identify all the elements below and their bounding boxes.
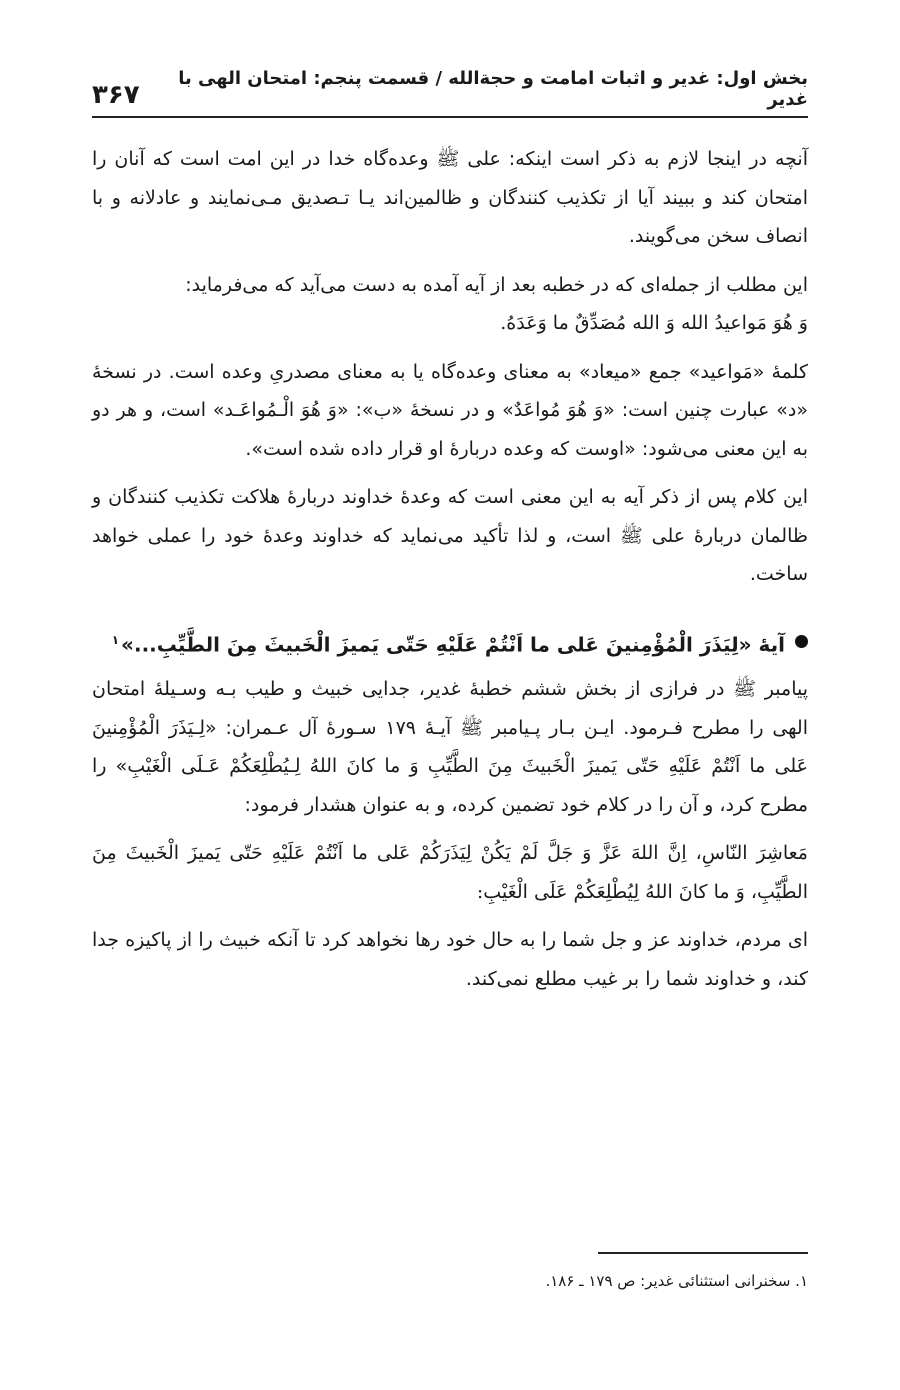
section-heading xyxy=(92,620,808,665)
running-title: بخش اول: غدیر و اثبات امامت و حجةالله / قسمت پنجم: امتحان الهی با غدیر xyxy=(178,68,808,110)
running-header xyxy=(92,70,808,118)
paragraph-conclusion: این کلام پس از ذکر آیه به این معنی است که وعدهٔ خداوند دربارهٔ هلاکت تکذیب کنندگان و ظالمان دربارهٔ علی ﷺ است، و لذا تأکید می‌نماید که خداوند وعدهٔ خود را عملی خواهد ساخت. xyxy=(92,486,808,585)
footnote-ref[interactable]: ۱ xyxy=(111,632,120,647)
footnote: ۱. سخنرانی استثنائی غدیر: ص ۱۷۹ ـ ۱۸۶. xyxy=(545,1272,808,1290)
paragraph-intro: آنچه در اینجا لازم به ذکر است اینکه: علی ﷺ وعده‌گاه خدا در این امت است که آنان را امتحان کند و ببیند آیا از تکذیب کنندگان و ظالمین‌اند یـا تـصدیق مـی‌نمایند و عادلانه و با انصاف سخن می‌گویند. xyxy=(92,148,808,247)
page-number: ۳۶۷ xyxy=(92,80,140,110)
page-body xyxy=(92,140,808,1008)
section-paragraph: پیامبر ﷺ در فرازی از بخش ششم خطبهٔ غدیر، جدایی خبیث و طیب بـه وسـیلهٔ امتحان الهی را مطرح فـرمود. ایـن بـار پـیامبر ﷺ آیـهٔ ۱۷۹ سـورهٔ آل عـمران: «لِـیَذَرَ الْمُؤْمِنینَ عَلی ما اَنْتُمْ عَلَیْهِ حَتّی یَمیزَ الْخَبیثَ مِنَ الطَّیِّبِ وَ ما کانَ اللهُ لِـیُطْلِعَکُمْ عَـلَی الْغَیْبِ» را مطرح کرد، و آن را در کلام خود تضمین کرده، و به عنوان هشدار فرمود: xyxy=(92,678,808,816)
section-quote: مَعاشِرَ النّاسِ، اِنَّ اللهَ عَزَّ وَ جَلَّ لَمْ یَکُنْ لِیَذَرَکُمْ عَلی ما اَنْتُمْ عَلَیْهِ حَتّی یَمیزَ الْخَبیثَ مِنَ الطَّیِّبِ، وَ ما کانَ اللهُ لِیُطْلِعَکُمْ عَلَی الْغَیْبِ: xyxy=(92,842,808,903)
bullet-icon xyxy=(795,635,808,648)
paragraph-sermon-context: این مطلب از جمله‌ای که در خطبه بعد از آیه آمده به دست می‌آید که می‌فرماید: xyxy=(185,273,808,296)
book-page xyxy=(92,0,808,1390)
paragraph-mawaeed: کلمهٔ «مَواعید» جمع «میعاد» به معنای وعده‌گاه یا به معنای مصدریِ وعده است. در نسخهٔ «د» عبارت چنین است: «وَ هُوَ مُواعَدٌ» و در نسخهٔ «ب»: «وَ هُوَ الْـمُواعَـد» است، و هر دو به این معنی می‌شود: «اوست که وعده دربارهٔ او قرار داده شده است». xyxy=(92,360,808,460)
sermon-quote: وَ هُوَ مَواعیدُ الله وَ الله مُصَدِّقٌ ما وَعَدَهُ. xyxy=(500,312,808,334)
section-heading-text: آیهٔ «لِیَذَرَ الْمُؤْمِنینَ عَلی ما اَنْتُمْ عَلَیْهِ حَتّی یَمیزَ الْخَبیثَ مِنَ الطَّیِّبِ...»$^۱$ xyxy=(111,632,785,657)
footnote-divider xyxy=(598,1252,808,1254)
section-translation: ای مردم، خداوند عز و جل شما را به حال خود رها نخواهد کرد تا آنکه خبیث را از پاکیزه جدا کند، و خداوند شما را بر غیب مطلع نمی‌کند. xyxy=(92,929,808,990)
